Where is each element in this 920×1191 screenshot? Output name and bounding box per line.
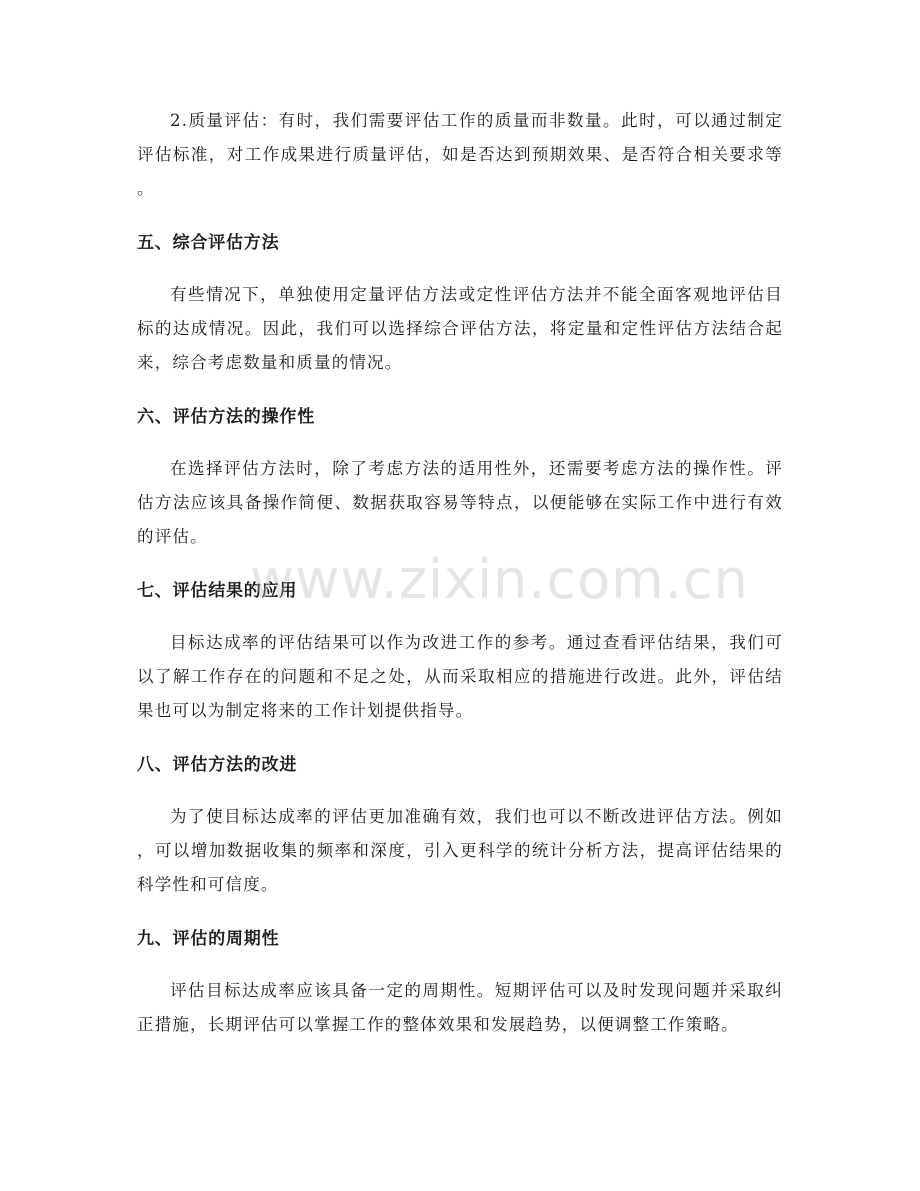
paragraph: [137, 974, 783, 1042]
paragraph-line: 为了使目标达成率的评估更加准确有效，我们也可以不断改进评估方法。例如: [170, 807, 783, 826]
paragraph-line: ，可以增加数据收集的频率和深度，引入更科学的统计分析方法，提高评估结果的: [137, 841, 783, 860]
paragraph: [137, 626, 783, 728]
paragraph-line: 评估标准，对工作成果进行质量评估，如是否达到预期效果、是否符合相关要求等: [137, 145, 783, 164]
paragraph: [137, 104, 783, 206]
document-page: [137, 104, 783, 1064]
paragraph-line: 在选择评估方法时，除了考虑方法的适用性外，还需要考虑方法的操作性。评: [170, 459, 783, 478]
paragraph-line: 正措施，长期评估可以掌握工作的整体效果和发展趋势，以便调整工作策略。: [137, 1015, 739, 1034]
paragraph-line: 。: [137, 179, 155, 198]
paragraph-line: 标的达成情况。因此，我们可以选择综合评估方法，将定量和定性评估方法结合起: [137, 319, 783, 338]
paragraph: [137, 452, 783, 554]
paragraph-line: 评估目标达成率应该具备一定的周期性。短期评估可以及时发现问题并采取纠: [170, 981, 783, 1000]
section-heading: 八、评估方法的改进: [137, 755, 298, 775]
paragraph-line: 来，综合考虑数量和质量的情况。: [137, 353, 403, 372]
section-heading: 六、评估方法的操作性: [137, 407, 315, 427]
paragraph-line: 估方法应该具备操作简便、数据获取容易等特点，以便能够在实际工作中进行有效: [137, 493, 783, 512]
paragraph-line: 目标达成率的评估结果可以作为改进工作的参考。通过查看评估结果，我们可: [170, 633, 783, 652]
section-heading: 九、评估的周期性: [137, 929, 280, 949]
paragraph: [137, 278, 783, 380]
paragraph-line: 的评估。: [137, 527, 208, 546]
paragraph-line: 有些情况下，单独使用定量评估方法或定性评估方法并不能全面客观地评估目: [170, 285, 783, 304]
section-heading: 七、评估结果的应用: [137, 581, 298, 601]
paragraph-line: 以了解工作存在的问题和不足之处，从而采取相应的措施进行改进。此外，评估结: [137, 667, 783, 686]
section-heading: 五、综合评估方法: [137, 233, 280, 253]
paragraph-line: 科学性和可信度。: [137, 875, 279, 894]
paragraph-line: 2.质量评估：有时，我们需要评估工作的质量而非数量。此时，可以通过制定: [170, 111, 783, 130]
paragraph-line: 果也可以为制定将来的工作计划提供指导。: [137, 701, 474, 720]
watermark: www.zixin.com.cn: [250, 548, 749, 611]
paragraph: [137, 800, 783, 902]
